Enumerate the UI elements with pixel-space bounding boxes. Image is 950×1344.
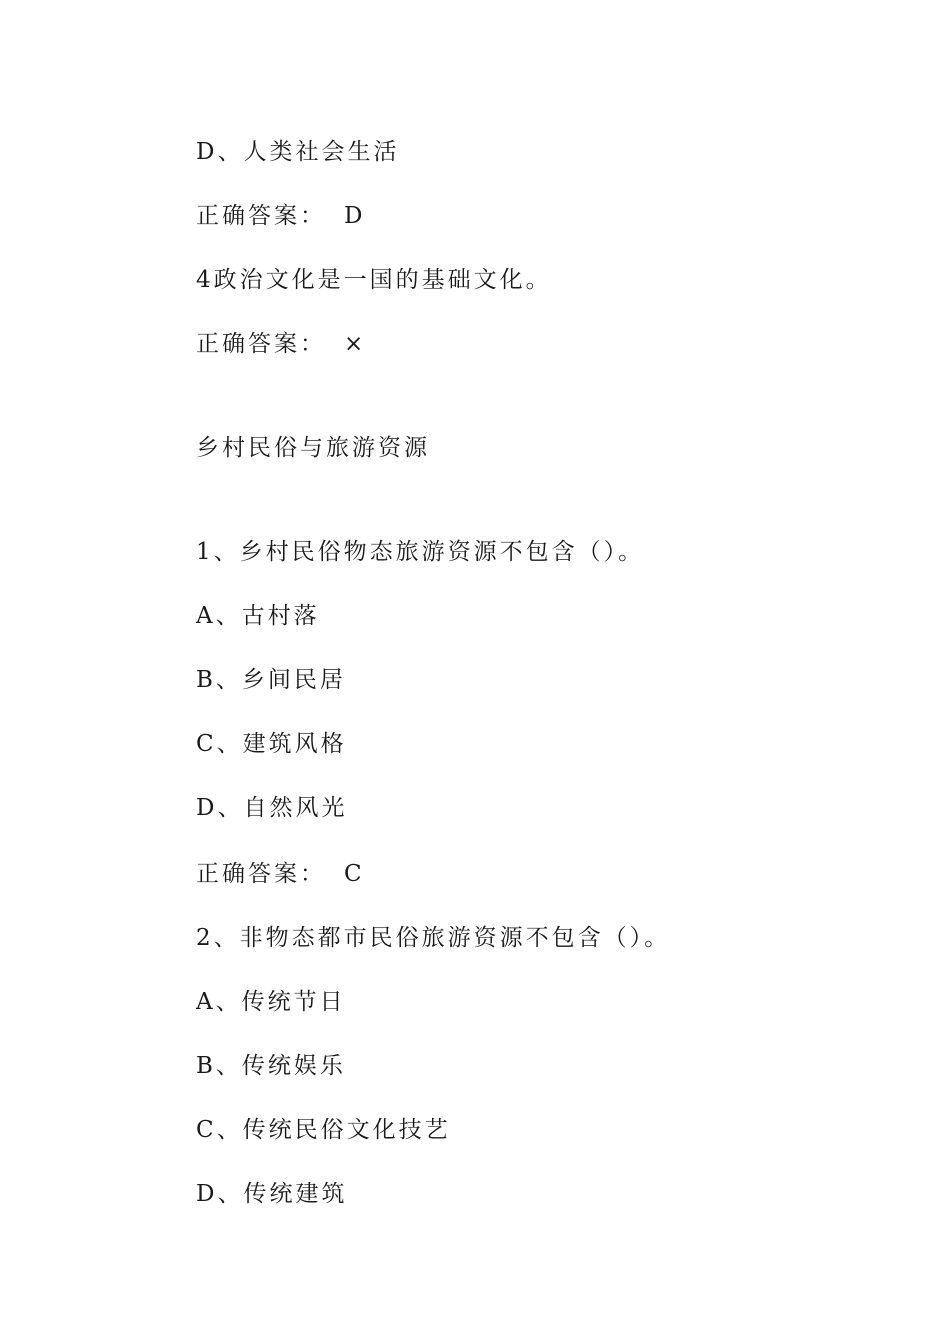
option-b: B、乡间民居 [196, 667, 346, 693]
option-c: C、建筑风格 [196, 731, 347, 757]
answer-label: 正确答案： [196, 203, 326, 229]
answer-value: × [344, 331, 367, 357]
option-d: D、传统建筑 [196, 1181, 348, 1207]
option-c: C、传统民俗文化技艺 [196, 1117, 451, 1143]
answer-line-q1 [196, 860, 365, 888]
option-b: B、传统娱乐 [196, 1053, 346, 1079]
question-2: 2、非物态都市民俗旅游资源不包含（）。 [196, 925, 671, 951]
answer-value: C [344, 861, 365, 887]
option-d-prev: D、人类社会生活 [196, 139, 400, 165]
section-title: 乡村民俗与旅游资源 [196, 435, 430, 461]
answer-value: D [344, 203, 366, 229]
option-d: D、自然风光 [196, 795, 348, 821]
answer-label: 正确答案： [196, 861, 326, 887]
answer-label: 正确答案： [196, 331, 326, 357]
question-1: 1、乡村民俗物态旅游资源不包含（）。 [196, 539, 645, 565]
answer-line-prev [196, 202, 365, 230]
question-4: 4政治文化是一国的基础文化。 [196, 267, 552, 293]
answer-line-q4 [196, 330, 366, 358]
option-a: A、传统节日 [196, 989, 346, 1015]
option-a: A、古村落 [196, 603, 320, 629]
